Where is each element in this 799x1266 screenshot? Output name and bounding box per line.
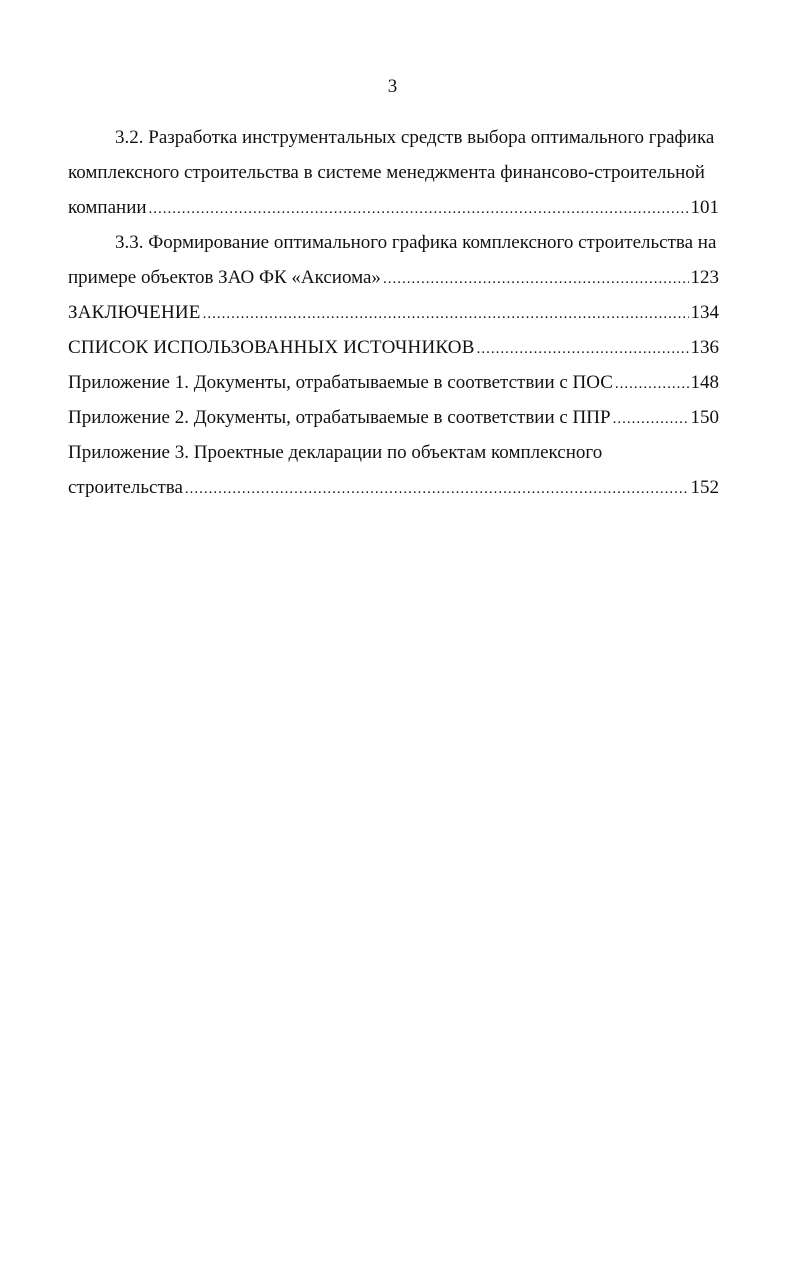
dot-leader [149, 192, 689, 225]
toc-entry-text-line: примере объектов ЗАО ФК «Аксиома» [68, 267, 381, 288]
toc-page-number: 148 [690, 372, 719, 393]
page-number: 3 [387, 76, 398, 97]
toc-entry-label: СПИСОК ИСПОЛЬЗОВАННЫХ ИСТОЧНИКОВ [68, 337, 475, 358]
toc-entry-text-line: комплексного строительства в системе менеджмента финансово-строительной [68, 162, 705, 183]
toc-page-number: 101 [690, 197, 719, 218]
toc-entry-text-line: Приложение 3. Проектные декларации по объектам комплексного [68, 442, 603, 463]
toc-entry-label: Приложение 2. Документы, отрабатываемые в соответствии с ППР [68, 407, 611, 428]
toc-entry-sources[interactable] [68, 330, 719, 365]
toc-entry-3-3[interactable] [68, 225, 719, 295]
toc-entry-label: Приложение 1. Документы, отрабатываемые в соответствии с ПОС [68, 372, 613, 393]
toc-entry-text-line: компании [68, 197, 147, 218]
toc-page-number: 152 [690, 477, 719, 498]
toc-page-number: 134 [690, 302, 719, 323]
toc-entry-text-line: 3.2. Разработка инструментальных средств выбора оптимального графика [115, 127, 715, 148]
toc-entry-text-line: 3.3. Формирование оптимального графика комплексного строительства на [115, 232, 717, 253]
toc-page-number: 123 [690, 267, 719, 288]
toc-entry-appendix-1[interactable] [68, 365, 719, 400]
dot-leader [477, 332, 689, 365]
toc-page-number: 136 [690, 337, 719, 358]
dot-leader [203, 297, 689, 330]
toc-entry-appendix-2[interactable] [68, 400, 719, 435]
dot-leader [185, 472, 689, 505]
toc-entry-text-line: строительства [68, 477, 183, 498]
toc-entry-label: ЗАКЛЮЧЕНИЕ [68, 302, 201, 323]
dot-leader [613, 402, 689, 435]
toc-page-number: 150 [690, 407, 719, 428]
table-of-contents [68, 120, 719, 505]
toc-entry-3-2[interactable] [68, 120, 719, 225]
dot-leader [615, 367, 689, 400]
dot-leader [383, 262, 689, 295]
toc-entry-appendix-3[interactable] [68, 435, 719, 505]
toc-entry-conclusion[interactable] [68, 295, 719, 330]
